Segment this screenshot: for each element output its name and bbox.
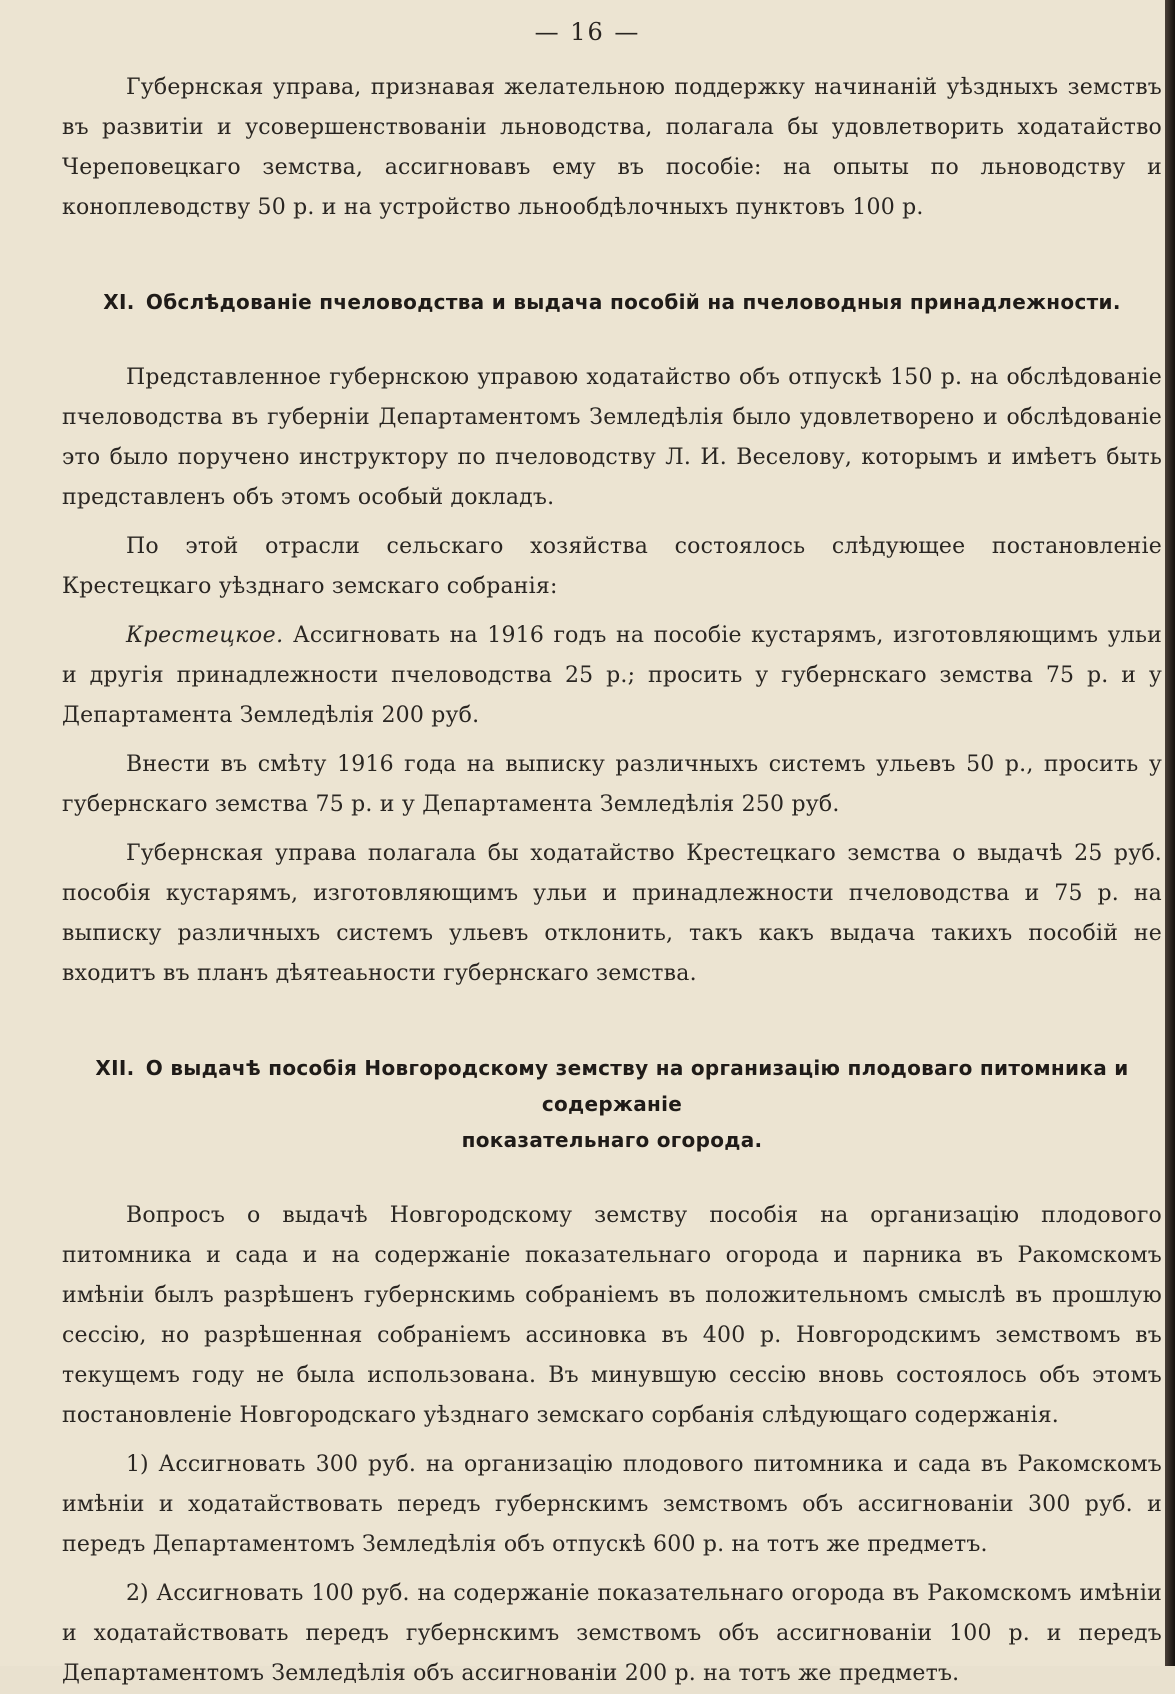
section-xii-item-2 [62, 1574, 1162, 1694]
section-xi-number: XI. [103, 290, 135, 314]
page-edge-shadow [1165, 0, 1175, 1666]
section-xii-title-line-2: показательнаго огорода. [461, 1128, 763, 1152]
spacer [62, 1436, 1162, 1445]
page-content [62, 68, 1162, 1694]
section-xi-paragraph-3-text: Ассигновать на 1916 годъ на пособіе кустарямъ, изготовляющимъ ульи и другія принадлежности пчеловодства 25 р.; просить у губернскаго земства 75 р. и у Департамента Земледѣлія 200 руб. [62, 623, 1162, 728]
section-xi-paragraph-1: Представленное губернскою управою ходатайство объ отпускѣ 150 р. на обслѣдованіе пчеловодства въ губерніи Департаментомъ Земледѣлія было удовлетворено и обслѣдованіе это было поручено инструктору по пчеловодству Л. И. Веселову, которымъ и имѣетъ быть представленъ объ этомъ особый докладъ. [62, 365, 1162, 510]
spacer [62, 228, 1162, 284]
section-xi-paragraph-4: Внести въ смѣту 1916 года на выписку различныхъ системъ ульевъ 50 р., просить у губернскаго земства 75 р. и у Департамента Земледѣлія 250 руб. [62, 752, 1162, 817]
spacer [62, 1158, 1162, 1196]
spacer [62, 994, 1162, 1050]
section-xi-paragraph-2: По этой отрасли сельскаго хозяйства состоялось слѣдующее постановленіе Крестецкаго уѣзднаго земскаго собранія: [62, 534, 1162, 599]
spacer [62, 607, 1162, 616]
spacer [62, 1565, 1162, 1574]
spacer [62, 825, 1162, 834]
section-xi-title: Обслѣдованіе пчеловодства и выдача пособій на пчеловодныя принадлежности. [145, 290, 1121, 314]
item-2-number: 2) [126, 1581, 149, 1606]
section-xii-heading [62, 1050, 1162, 1158]
place-name-krestetskoe: Крестецкое. [126, 623, 284, 648]
intro-paragraph: Губернская управа, признавая желательною поддержку начинаній уѣздныхъ земствъ въ развитіи и усовершенствованіи льноводства, полагала бы удовлетворить ходатайство Череповецкаго земства, ассигновавъ ему въ пособіе: на опыты по льноводству и коноплеводству 50 р. и на устройство льнообдѣлочныхъ пунктовъ 100 р. [62, 75, 1162, 220]
section-xii-paragraph-1: Вопросъ о выдачѣ Новгородскому земству пособія на организацію плодового питомника и сада и на содержаніе показательнаго огорода и парника въ Ракомскомъ имѣніи былъ разрѣшенъ губернскимь собраніемъ въ положительномъ смыслѣ въ прошлую сессію, но разрѣшенная собраніемъ ассиновка въ 400 р. Новгородскимъ земствомъ въ текущемъ году не была использована. Въ минувшую сессію вновь состоялось объ этомъ постановленіе Новгородскаго уѣзднаго земскаго сорбанія слѣдующаго содержанія. [62, 1203, 1162, 1428]
section-xi-paragraph-3 [62, 616, 1162, 736]
section-xii-number: XII. [95, 1056, 135, 1080]
item-1-number: 1) [126, 1452, 149, 1477]
section-xi-paragraph-5: Губернская управа полагала бы ходатайство Крестецкаго земства о выдачѣ 25 руб. пособія кустарямъ, изготовляющимъ ульи и принадлежности пчеловодства и 75 р. на выписку различныхъ системъ ульевъ отклонить, такъ какъ выдача такихъ пособій не входитъ въ планъ дѣятеаьности губернскаго земства. [62, 841, 1162, 986]
page-number: — 16 — [534, 18, 641, 46]
item-1-text: Ассигновать 300 руб. на организацію плодового питомника и сада въ Ракомскомъ имѣніи и ходатайствовать передъ губернскимъ земствомъ объ ассигнованіи 300 руб. и передъ Департаментомъ Земледѣлія объ отпускѣ 600 р. на тотъ же предметъ. [62, 1452, 1162, 1557]
section-xi-heading [62, 284, 1162, 320]
section-xii-title-line-1: О выдачѣ пособія Новгородскому земству на организацію плодоваго питомника и содержаніе [145, 1056, 1129, 1116]
spacer [62, 320, 1162, 358]
section-xii-item-1 [62, 1445, 1162, 1565]
spacer [62, 736, 1162, 745]
spacer [62, 518, 1162, 527]
item-2-text: Ассигновать 100 руб. на содержаніе показательнаго огорода въ Ракомскомъ имѣніи и ходатайствовать передъ губернскимъ земствомъ объ ассигнованіи 100 р. и передъ Департаментомъ Земледѣлія объ ассигнованіи 200 р. на тотъ же предметъ. [62, 1581, 1162, 1686]
